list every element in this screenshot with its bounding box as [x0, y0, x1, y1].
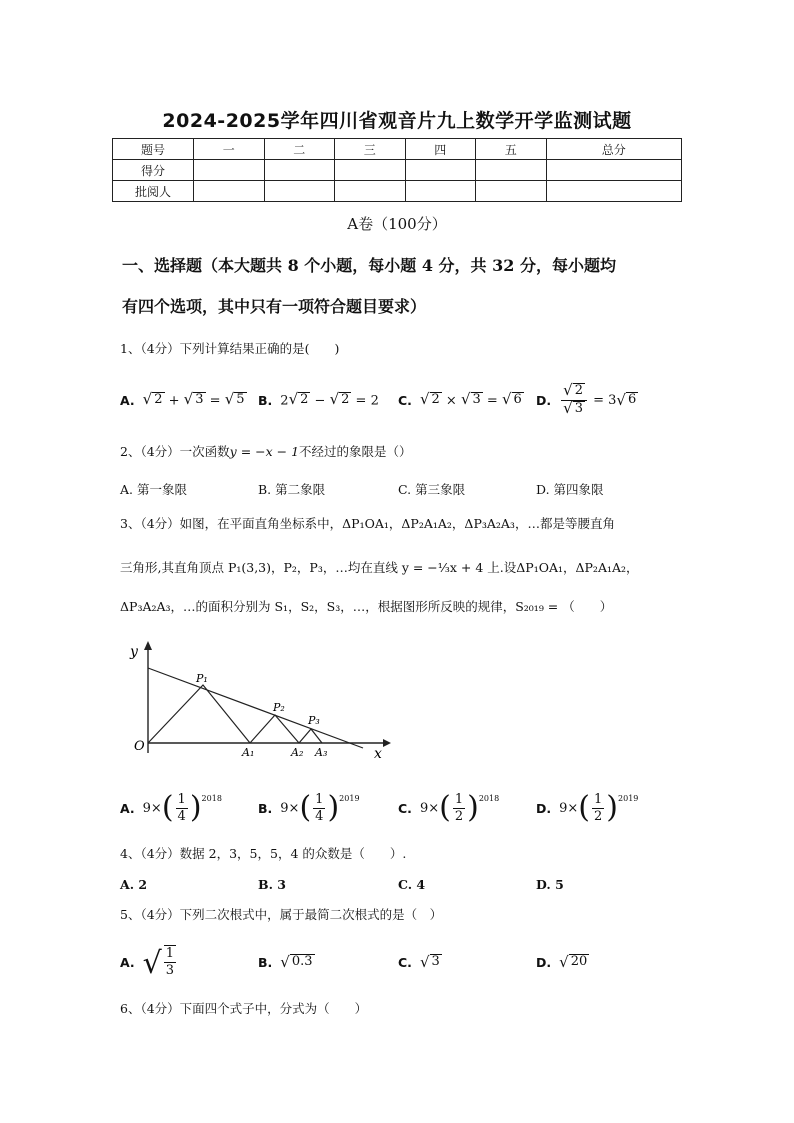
question-5-stem: 5、（4分）下列二次根式中，属于最简二次根式的是（ ）: [120, 907, 443, 922]
option-b-math: 2 √ 2 − √ 2 = 2: [280, 390, 379, 409]
option-c: C. √ 3: [398, 952, 440, 971]
option-b: B. 3: [258, 876, 286, 892]
question-6-stem: 6、（4分）下面四个式子中，分式为（ ）: [120, 1001, 368, 1016]
option-d: D. 9× ( $\frac{1}{2}$ ) 2019: [536, 790, 639, 825]
question-5-options: [120, 940, 720, 984]
x-axis-arrow-icon: [383, 739, 391, 747]
option-b: B. 第二象限: [258, 482, 326, 497]
header-cell: 总分: [546, 139, 682, 160]
score-cell: [335, 160, 406, 181]
triangle-2: [250, 715, 299, 743]
score-cell: [405, 160, 476, 181]
row-label: 批阅人: [113, 181, 194, 202]
header-cell: 二: [264, 139, 335, 160]
option-b: B. 9× ( $\frac{1}{4}$ ) 2019: [258, 790, 360, 825]
question-1-stem: 1、（4分）下列计算结果正确的是( ): [120, 341, 340, 356]
grader-cell: [476, 181, 547, 202]
grader-row: [113, 181, 682, 202]
row-label: 得分: [113, 160, 194, 181]
header-cell: 五: [476, 139, 547, 160]
exam-title: 2024-2025学年四川省观音片九上数学开学监测试题: [162, 110, 632, 132]
score-cell: [194, 160, 265, 181]
question-4-stem: 4、（4分）数据 2，3，5，5，4 的众数是（ ）.: [120, 846, 407, 861]
question-3-options: [120, 783, 720, 833]
option-b: B. 2 √ 2 − √ 2 = 2: [258, 390, 379, 409]
x-axis-label: x: [374, 746, 382, 762]
triangle-1: [148, 685, 250, 743]
option-a: A. √ 2 + √ 3 = √ 5: [120, 390, 245, 409]
p3-label: P₃: [308, 714, 320, 727]
option-a: A. 2: [120, 876, 148, 892]
option-a: A. 第一象限: [120, 482, 187, 497]
question-2-stem: 2、（4分）一次函数y = −x − 1不经过的象限是（）: [120, 444, 412, 459]
question-3-line3: ΔP₃A₂A₃，…的面积分别为 S₁，S₂，S₃，…，根据图形所反映的规律，S₂₀₁₉ = （ ）: [120, 599, 613, 614]
y-axis-arrow-icon: [144, 641, 152, 650]
score-table-header-row: [113, 139, 682, 160]
grader-cell: [405, 181, 476, 202]
score-table: [112, 138, 682, 202]
option-d: D. 第四象限: [536, 482, 604, 497]
a1-label: A₁: [242, 746, 255, 759]
grader-cell: [194, 181, 265, 202]
section-one-heading-line2: 有四个选项，其中只有一项符合题目要求）: [122, 297, 427, 316]
p1-label: P₁: [196, 672, 208, 685]
score-row: [113, 160, 682, 181]
question-3-line1: 3、（4分）如图，在平面直角坐标系中，ΔP₁OA₁，ΔP₂A₁A₂，ΔP₃A₂A₃，…都是等腰直角: [120, 516, 615, 531]
option-a: A. 9× ( $\frac{1}{4}$ ) 2018: [120, 790, 222, 825]
option-b: B. √ 0.3: [258, 952, 313, 971]
grader-cell: [264, 181, 335, 202]
option-d-math: √ 2 √ 3 = 3 √ 6: [563, 380, 637, 417]
score-cell: [546, 160, 682, 181]
score-cell: [476, 160, 547, 181]
section-a-heading: A卷（100分）: [347, 215, 447, 233]
header-cell: 四: [405, 139, 476, 160]
option-c: C. √ 2 × √ 3 = √ 6: [398, 390, 522, 409]
option-d: D. 5: [536, 876, 564, 892]
a2-label: A₂: [291, 746, 304, 759]
header-cell: 一: [194, 139, 265, 160]
question-3-figure: [118, 638, 398, 768]
y-axis-label: y: [130, 644, 138, 660]
header-cell: 三: [335, 139, 406, 160]
a3-label: A₃: [315, 746, 328, 759]
question-4-options: [120, 862, 720, 906]
option-d: D. √ 20: [536, 952, 588, 971]
origin-label: O: [134, 739, 145, 754]
grader-cell: [546, 181, 682, 202]
header-cell: 题号: [113, 139, 194, 160]
grader-cell: [335, 181, 406, 202]
question-1-options: [120, 378, 720, 422]
option-c: C. 9× ( $\frac{1}{2}$ ) 2018: [398, 790, 500, 825]
question-3-line2: 三角形,其直角顶点 P₁(3,3)，P₂，P₃，…均在直线 y = −⅓x + 4 上.设ΔP₁OA₁，ΔP₂A₁A₂，: [120, 560, 639, 575]
option-d: D. √ 2 √ 3 = 3 √ 6: [536, 380, 637, 417]
option-c: C. 第三象限: [398, 482, 466, 497]
option-a: A. √ $\frac{1}{3}$: [120, 945, 175, 981]
option-a-math: √ 2 + √ 3 = √ 5: [142, 390, 245, 409]
question-2-options: [120, 467, 720, 511]
p2-label: P₂: [273, 701, 285, 714]
option-c: C. 4: [398, 876, 426, 892]
section-one-heading-line1: 一、选择题（本大题共 8 个小题，每小题 4 分，共 32 分，每小题均: [122, 256, 616, 275]
score-cell: [264, 160, 335, 181]
option-c-math: √ 2 × √ 3 = √ 6: [419, 390, 522, 409]
